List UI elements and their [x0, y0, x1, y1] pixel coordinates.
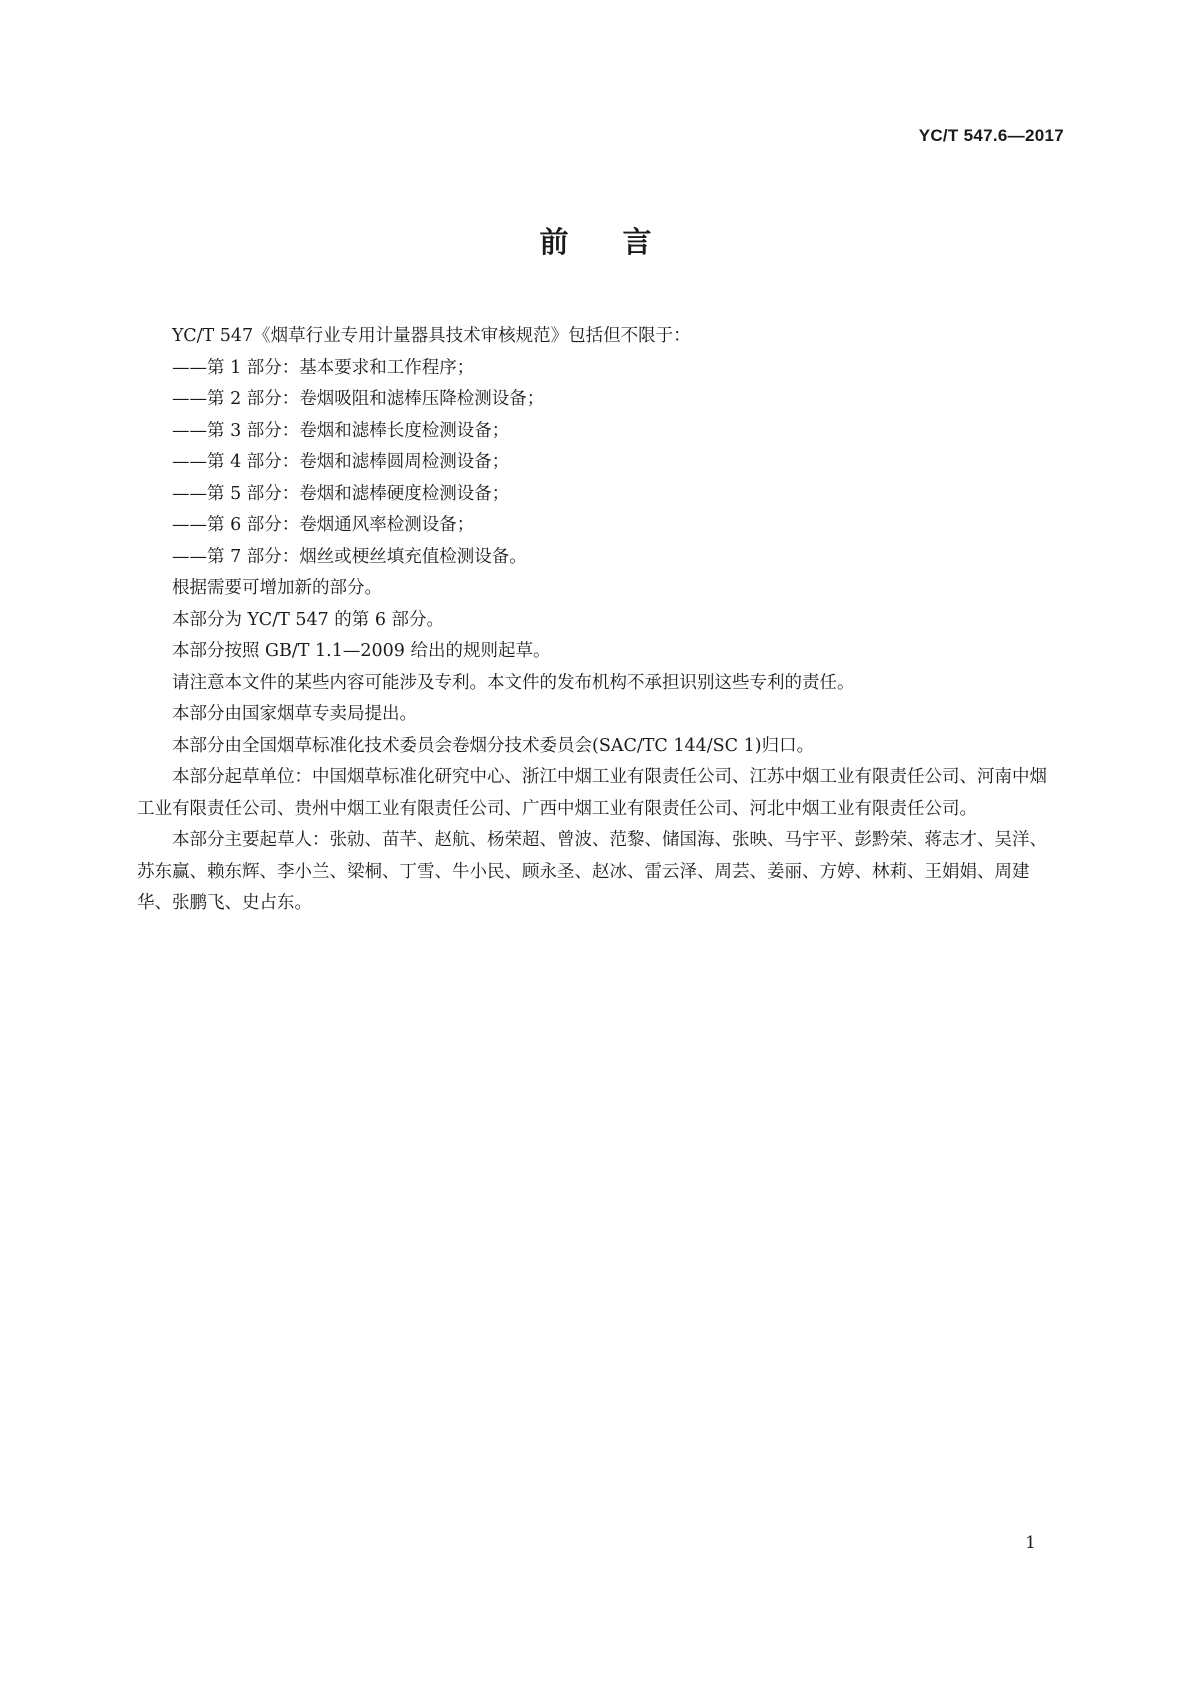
foreword-body: [137, 321, 1060, 920]
drafters-paragraph: 本部分主要起草人：张勍、苗芊、赵航、杨荣超、曾波、范黎、储国海、张映、马宇平、彭黔荣、蒋志才、吴洋、苏东赢、赖东辉、李小兰、梁桐、丁雪、牛小民、顾永圣、赵冰、雷云泽、周芸、姜丽、方婷、林莉、王娟娟、周建华、张鹏飞、史占东。: [137, 830, 1047, 913]
body-paragraph: 本部分为 YC/T 547 的第 6 部分。: [172, 609, 445, 630]
list-item-part-7: ——第 7 部分：烟丝或梗丝填充值检测设备。: [172, 546, 527, 567]
body-paragraph: 本部分按照 GB/T 1.1—2009 给出的规则起草。: [172, 641, 551, 661]
list-item-part-3: ——第 3 部分：卷烟和滤棒长度检测设备；: [172, 420, 510, 441]
list-item-part-1: ——第 1 部分：基本要求和工作程序；: [172, 357, 475, 378]
body-paragraph: 根据需要可增加新的部分。: [172, 578, 382, 598]
list-item-part-4: ——第 4 部分：卷烟和滤棒圆周检测设备；: [172, 452, 510, 472]
page-number: 1: [1025, 1533, 1036, 1553]
patent-notice-paragraph: 请注意本文件的某些内容可能涉及专利。本文件的发布机构不承担识别这些专利的责任。: [172, 672, 855, 693]
page-title: 前言: [539, 225, 706, 259]
list-item-part-5: ——第 5 部分：卷烟和滤棒硬度检测设备；: [172, 483, 510, 504]
list-item-part-2: ——第 2 部分：卷烟吸阻和滤棒压降检测设备；: [172, 389, 545, 409]
drafting-units-paragraph: 本部分起草单位：中国烟草标准化研究中心、浙江中烟工业有限责任公司、江苏中烟工业有限责任公司、河南中烟工业有限责任公司、贵州中烟工业有限责任公司、广西中烟工业有限责任公司、河北中烟工业有限责任公司。: [137, 767, 1047, 819]
proposer-paragraph: 本部分由国家烟草专卖局提出。: [172, 704, 417, 724]
document-code: YC/T 547.6—2017: [918, 126, 1064, 145]
committee-paragraph: 本部分由全国烟草标准化技术委员会卷烟分技术委员会(SAC/TC 144/SC 1)归口。: [172, 735, 815, 756]
intro-paragraph: YC/T 547《烟草行业专用计量器具技术审核规范》包括但不限于：: [172, 326, 691, 346]
list-item-part-6: ——第 6 部分：卷烟通风率检测设备；: [172, 515, 475, 535]
